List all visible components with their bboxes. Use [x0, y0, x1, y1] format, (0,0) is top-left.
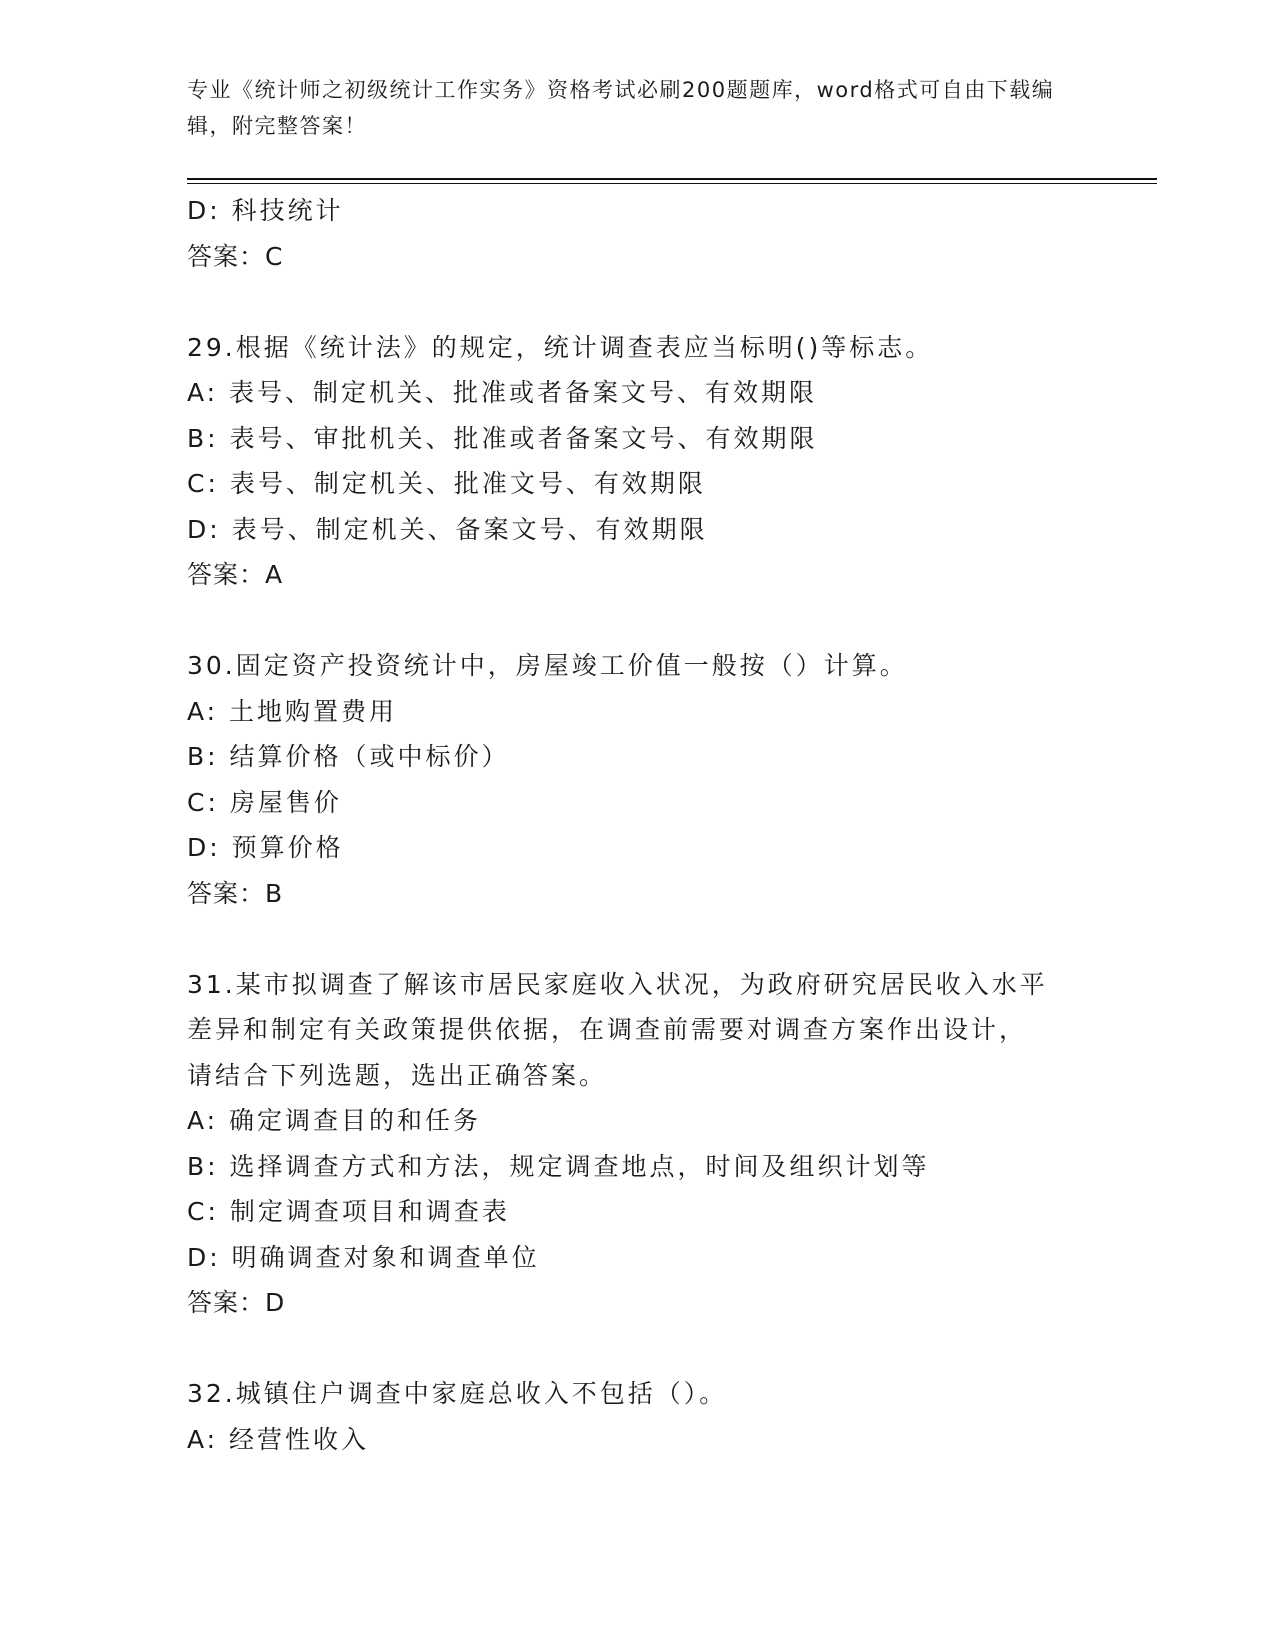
question-text: 请结合下列选题，选出正确答案。 [187, 1060, 608, 1090]
question-text: 31.某市拟调查了解该市居民家庭收入状况，为政府研究居民收入水平 [187, 969, 1048, 999]
question-text: 差异和制定有关政策提供依据，在调查前需要对调查方案作出设计， [187, 1015, 1028, 1044]
option-line: C: 制定调查项目和调查表 [187, 1197, 510, 1226]
option-line: D: 科技统计 [187, 196, 344, 225]
question-text: 30.固定资产投资统计中，房屋竣工价值一般按（）计算。 [187, 651, 908, 680]
option-line: D: 明确调查对象和调查单位 [187, 1242, 540, 1272]
option-line: D: 预算价格 [187, 833, 344, 862]
question-text: 29.根据《统计法》的规定，统计调查表应当标明()等标志。 [187, 332, 934, 362]
option-line: A: 经营性收入 [187, 1424, 370, 1454]
spacer [187, 598, 1147, 644]
option-line: C: 房屋售价 [187, 787, 342, 817]
option-line: B: 结算价格（或中标价） [187, 742, 510, 771]
option-line: B: 表号、审批机关、批准或者备案文号、有效期限 [187, 423, 818, 453]
header-rule-thick [187, 178, 1157, 180]
spacer [187, 279, 1147, 325]
answer-line: 答案：B [187, 878, 284, 908]
answer-line: 答案：C [187, 241, 284, 271]
answer-line: 答案：A [187, 560, 284, 589]
option-line: A: 确定调查目的和任务 [187, 1106, 482, 1135]
option-line: C: 表号、制定机关、批准文号、有效期限 [187, 469, 706, 498]
header-rule-thin [187, 183, 1157, 184]
answer-line: 答案：D [187, 1288, 286, 1317]
spacer [187, 1326, 1147, 1372]
document-header: 专业《统计师之初级统计工作实务》资格考试必刷200题题库，word格式可自由下载编辑，附完整答案！ [187, 78, 1055, 138]
option-line: B: 选择调查方式和方法，规定调查地点，时间及组织计划等 [187, 1151, 930, 1181]
option-line: D: 表号、制定机关、备案文号、有效期限 [187, 514, 708, 544]
option-line: A: 土地购置费用 [187, 696, 398, 726]
question-list [187, 188, 1147, 1462]
spacer [187, 916, 1147, 962]
option-line: A: 表号、制定机关、批准或者备案文号、有效期限 [187, 378, 818, 407]
question-text: 32.城镇住户调查中家庭总收入不包括（）。 [187, 1379, 728, 1408]
